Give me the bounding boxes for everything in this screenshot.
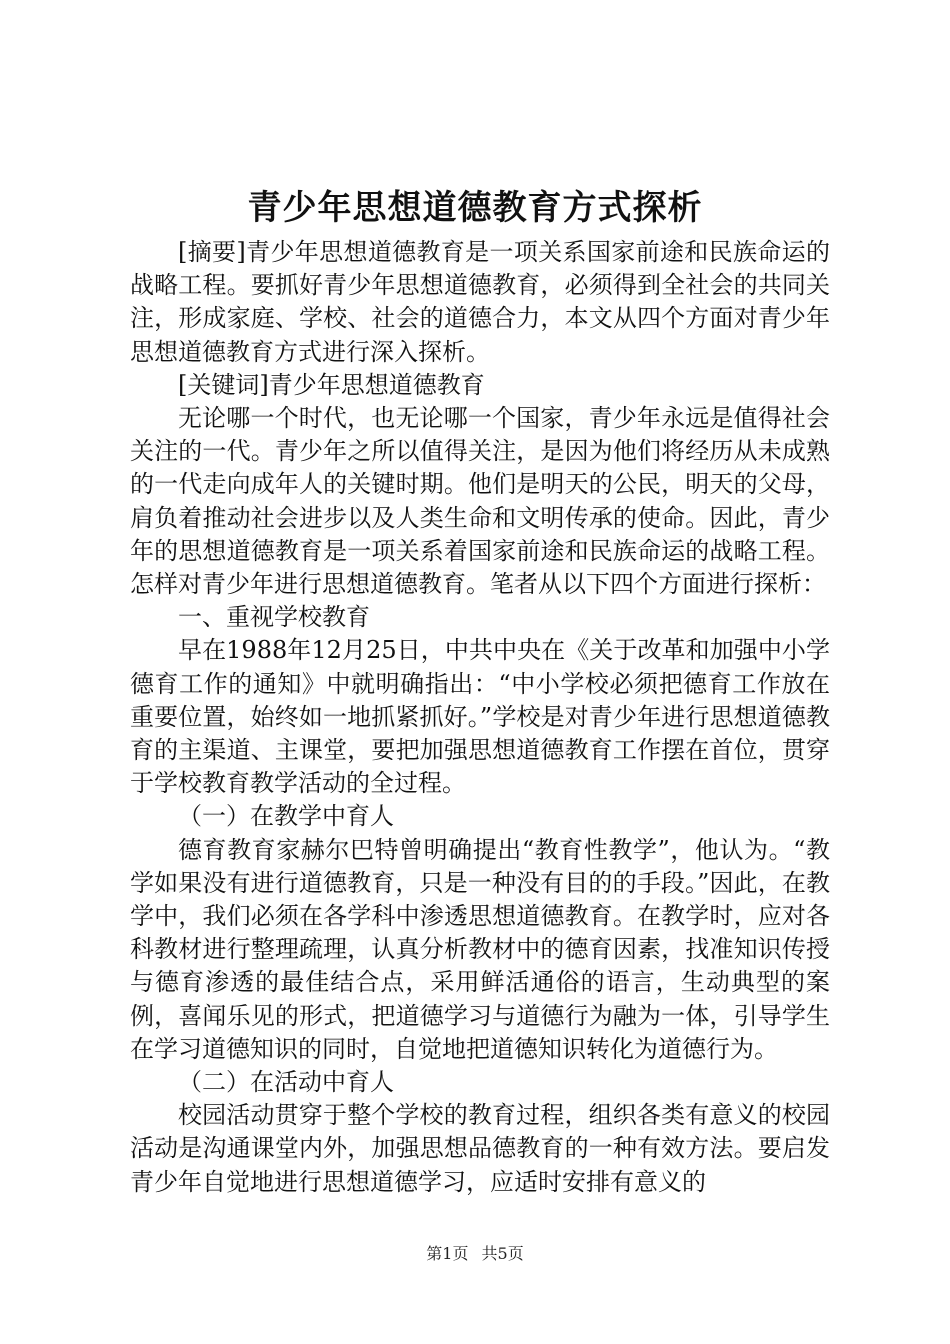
document-body: [130, 236, 830, 1199]
subsection-heading-1: （一）在教学中育人: [178, 802, 394, 831]
section-heading-1: 一、重视学校教育: [178, 603, 370, 632]
document-title: 青少年思想道德教育方式探析: [247, 188, 703, 228]
subsection-heading-2: （二）在活动中育人: [178, 1068, 394, 1097]
subsection-2-paragraph: 校园活动贯穿于整个学校的教育过程，组织各类有意义的校园活动是沟通课堂内外，加强思想品德教育的一种有效方法。要启发青少年自觉地进行思想道德学习，应适时安排有意义的: [130, 1101, 830, 1196]
section-1-paragraph: 早在1988年12月25日，中共中央在《关于改革和加强中小学德育工作的通知》中就明确指出：“中小学校必须把德育工作放在重要位置，始终如一地抓紧抓好。”学校是对青少年进行思想道德教育的主渠道、主课堂，要把加强思想道德教育工作摆在首位，贯穿于学校教育教学活动的全过程。: [130, 636, 830, 798]
page-total: 共5页: [481, 1244, 524, 1263]
page-footer: [0, 1242, 950, 1266]
abstract-paragraph: [摘要]青少年思想道德教育是一项关系国家前途和民族命运的战略工程。要抓好青少年思想道德教育，必须得到全社会的共同关注，形成家庭、学校、社会的道德合力，本文从四个方面对青少年思想道德教育方式进行深入探析。: [130, 238, 830, 366]
subsection-1-paragraph: 德育教育家赫尔巴特曾明确提出“教育性教学”，他认为。“教学如果没有进行道德教育，只是一种没有目的的手段。”因此，在教学中，我们必须在各学科中渗透思想道德教育。在教学时，应对各科教材进行整理疏理，认真分析教材中的德育因素，找准知识传授与德育渗透的最佳结合点，采用鲜活通俗的语言，生动典型的案例，喜闻乐见的形式，把道德学习与道德行为融为一体，引导学生在学习道德知识的同时，自觉地把道德知识转化为道德行为。: [130, 835, 830, 1063]
page-number: 第1页: [426, 1244, 469, 1263]
keywords-paragraph: [关键词]青少年思想道德教育: [178, 370, 485, 399]
intro-paragraph: 无论哪一个时代，也无论哪一个国家，青少年永远是值得社会关注的一代。青少年之所以值得关注，是因为他们将经历从未成熟的一代走向成年人的关键时期。他们是明天的公民，明天的父母，肩负着推动社会进步以及人类生命和文明传承的使命。因此，青少年的思想道德教育是一项关系着国家前途和民族命运的战略工程。怎样对青少年进行思想道德教育。笔者从以下四个方面进行探析：: [130, 404, 830, 599]
